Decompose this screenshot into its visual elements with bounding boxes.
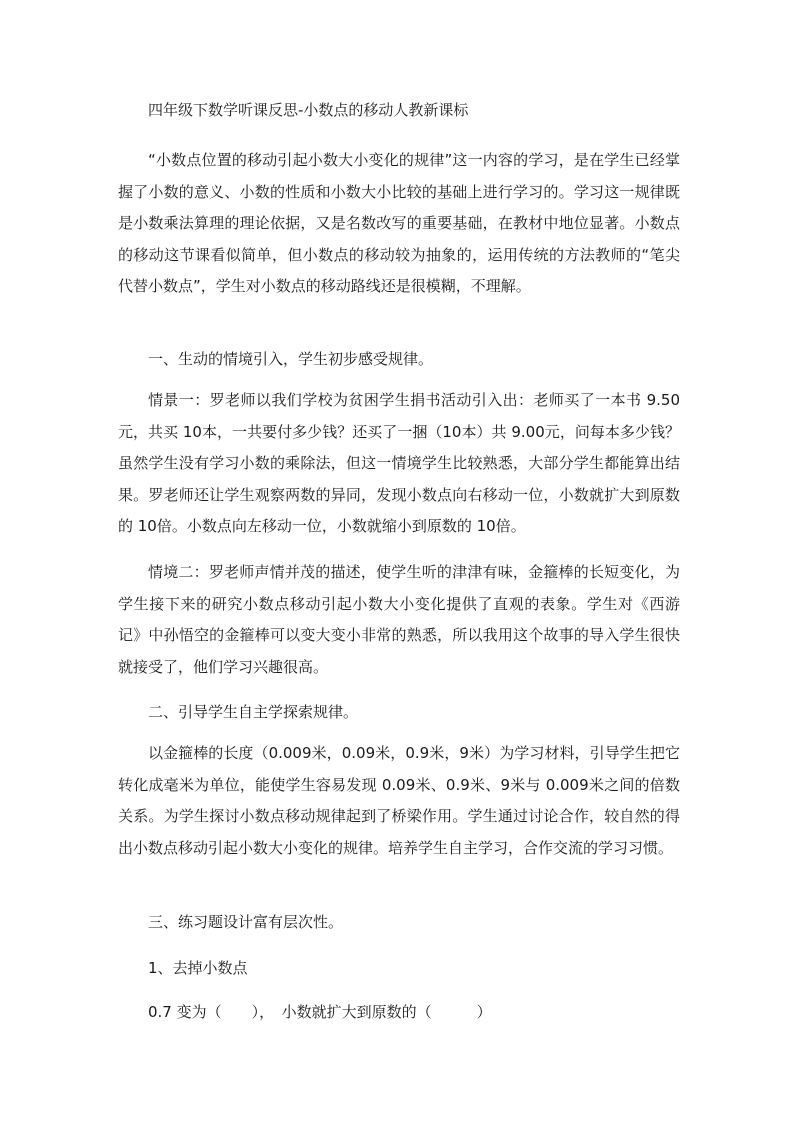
section-2-paragraph: 以金箍棒的长度（0.009米，0.09米，0.9米，9米）为学习材料，引导学生把它转化成毫米为单位，能使学生容易发现 0.09米、0.9米、9米与 0.009米之间的倍数关系。为学生探讨小数点移动规律起到了桥梁作用。学生通过讨论合作，较自然的得出小数点移动引起小数大小变化的规律。培养学生自主学习，合作交流的学习习惯。: [118, 744, 680, 857]
section-1-heading: 一、生动的情境引入，学生初步感受规律。: [148, 350, 434, 368]
section-3-heading: 三、练习题设计富有层次性。: [148, 913, 344, 931]
section-2-heading: 二、引导学生自主学探索规律。: [148, 703, 359, 721]
exercise-1-heading: 1、去掉小数点: [148, 959, 248, 977]
scene-1-paragraph: 情景一：罗老师以我们学校为贫困学生捐书活动引入出：老师买了一本书 9.50元，共买 10本，一共要付多少钱？还买了一捆（10本）共 9.00元，问每本多少钱？虽然学生没有学习小数的乘除法，但这一情境学生比较熟悉，大部分学生都能算出结果。罗老师还让学生观察两数的异同，发现小数点向右移动一位，小数就扩大到原数的 10倍。小数点向左移动一位，小数就缩小到原数的 10倍。: [118, 391, 680, 535]
intro-paragraph: “小数点位置的移动引起小数大小变化的规律”这一内容的学习，是在学生已经掌握了小数的意义、小数的性质和小数大小比较的基础上进行学习的。学习这一规律既是小数乘法算理的理论依据，又是名数改写的重要基础，在教材中地位显著。小数点的移动这节课看似简单，但小数点的移动较为抽象的，运用传统的方法教师的“笔尖代替小数点”，学生对小数点的移动路线还是很模糊，不理解。: [118, 151, 680, 295]
scene-2-paragraph: 情境二：罗老师声情并茂的描述，使学生听的津津有味，金箍棒的长短变化，为学生接下来的研究小数点移动引起小数大小变化提供了直观的表象。学生对《西游记》中孙悟空的金箍棒可以变大变小非常的熟悉，所以我用这个故事的导入学生很快就接受了，他们学习兴趣很高。: [118, 563, 680, 676]
exercise-1-question: 0.7 变为（ ）， 小数就扩大到原数的（ ）: [148, 1003, 492, 1021]
document-title: 四年级下数学听课反思-小数点的移动人教新课标: [148, 101, 469, 119]
